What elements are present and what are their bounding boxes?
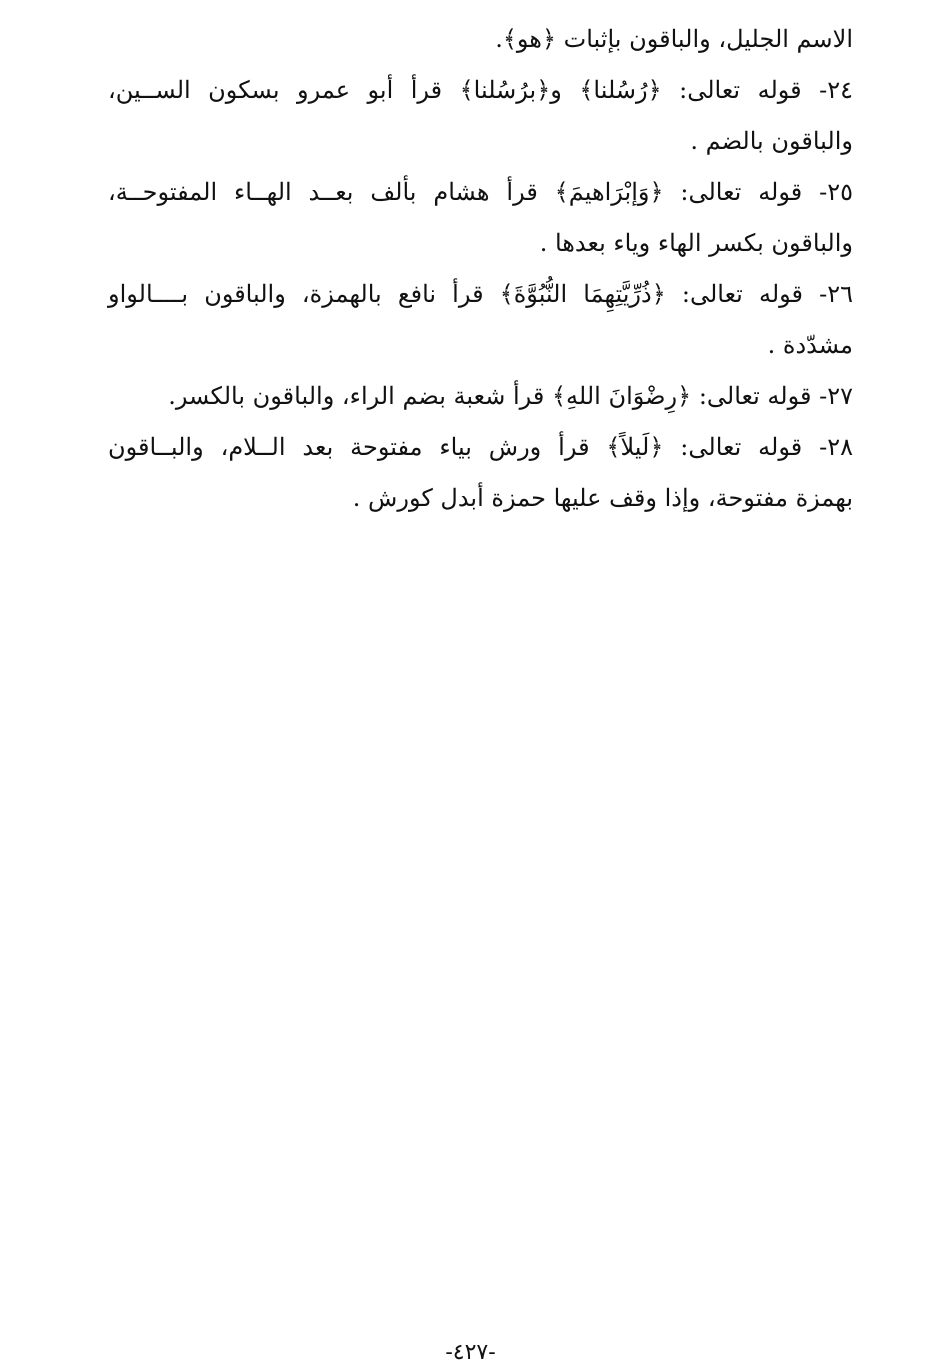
- text-line: [108, 218, 853, 269]
- text-line: [108, 473, 853, 524]
- text-line: [108, 320, 853, 371]
- line-text: والباقون بالضم .: [690, 127, 853, 155]
- line-text: ٢٥- قوله تعالى: ﴿وَإبْرَاهيمَ﴾ قرأ هشام بألف بعــد الهــاء المفتوحــة،: [108, 178, 853, 206]
- text-line: [108, 116, 853, 167]
- line-text: ٢٧- قوله تعالى: ﴿رِضْوَانَ اللهِ﴾ قرأ شعبة بضم الراء، والباقون بالكسر.: [168, 382, 853, 410]
- text-line: [108, 167, 853, 218]
- text-line: [108, 371, 853, 422]
- text-line: [108, 422, 853, 473]
- text-line: [108, 14, 853, 65]
- line-text: الاسم الجليل، والباقون بإثبات ﴿هو﴾.: [495, 25, 853, 53]
- line-text: ٢٤- قوله تعالى: ﴿رُسُلنا﴾ و﴿برُسُلنا﴾ قرأ أبو عمرو بسكون الســين،: [108, 76, 853, 104]
- text-block: [108, 14, 853, 524]
- line-text: ٢٦- قوله تعالى: ﴿ذُرِّيَّتِهِمَا النُّبُوَّةَ﴾ قرأ نافع بالهمزة، والباقون بــــالواو: [108, 280, 854, 308]
- line-text: بهمزة مفتوحة، وإذا وقف عليها حمزة أبدل كورش .: [352, 484, 853, 512]
- page-number: -٤٢٧-: [445, 1340, 496, 1365]
- line-text: مشدّدة .: [767, 331, 853, 359]
- text-line: [108, 65, 853, 116]
- text-line: [108, 269, 853, 320]
- line-text: ٢٨- قوله تعالى: ﴿لَيلاً﴾ قرأ ورش بياء مفتوحة بعد الــلام، والبــاقون: [108, 433, 853, 461]
- line-text: والباقون بكسر الهاء وياء بعدها .: [539, 229, 853, 257]
